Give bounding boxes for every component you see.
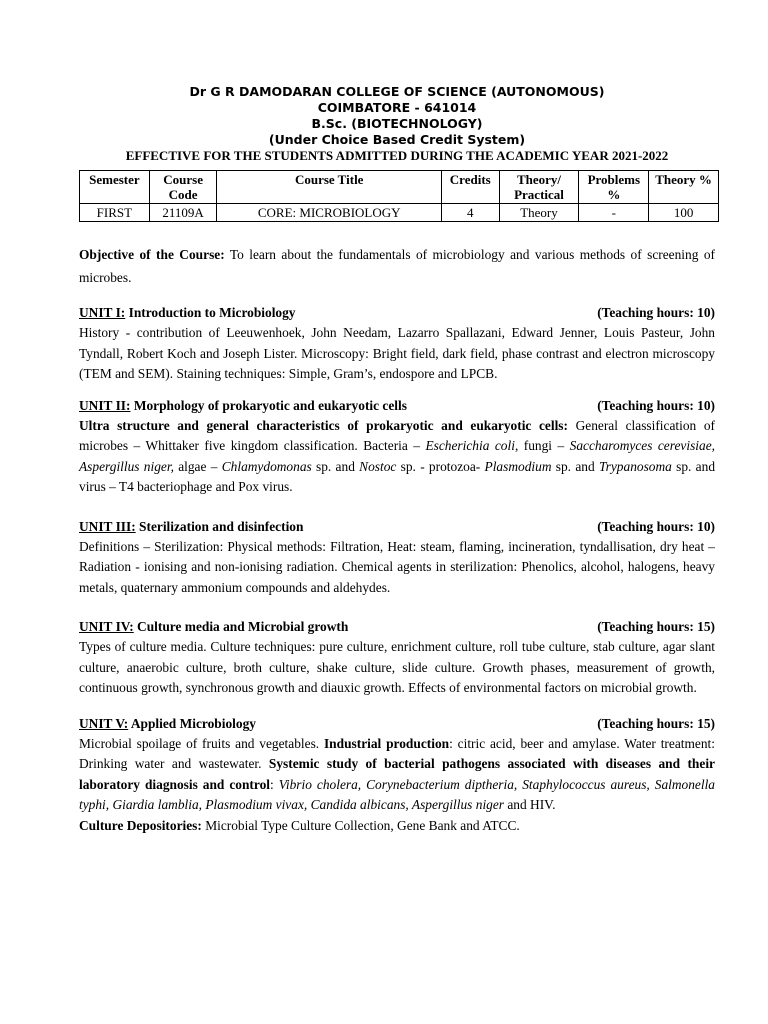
unit-2-text-4: sp. and (311, 458, 360, 474)
course-table (79, 170, 719, 222)
unit-1-title: Introduction to Microbiology (125, 305, 296, 320)
cell-course-title: CORE: MICROBIOLOGY (217, 204, 441, 222)
unit-5-text-4: and HIV. (504, 797, 556, 812)
cell-course-code: 21109A (149, 204, 217, 222)
unit-1-heading (79, 303, 715, 323)
syllabus-page (79, 84, 715, 836)
unit-5-prefix: UNIT V: (79, 715, 129, 731)
unit-5-depositories: Microbial Type Culture Collection, Gene Bank and ATCC. (201, 817, 520, 833)
unit-2-text-3: algae – (173, 458, 222, 474)
header-course-code: Course Code (149, 171, 217, 204)
unit-3-heading (79, 517, 715, 537)
unit-3-prefix: UNIT III: (79, 518, 136, 534)
table-row (80, 204, 719, 222)
unit-2-hours: (Teaching hours: 10) (597, 397, 715, 413)
unit-1-hours: (Teaching hours: 10) (597, 305, 715, 320)
unit-5-title: Applied Microbiology (128, 715, 256, 731)
unit-4-body: Types of culture media. Culture techniques: pure culture, enrichment culture, roll tube culture, stab culture, agar slant culture, anaerobic culture, broth culture, shake culture, slide culture. Growth phases, measurement of growth, continuous growth, synchronous growth and diauxic growth. Effects of environmental factors on microbial growth. (79, 639, 715, 695)
unit-2-text-2: , fungi – (514, 438, 570, 453)
objective-text: To learn about the fundamentals of microbiology and various methods of screening of microbes. (79, 247, 715, 285)
college-city: COIMBATORE - 641014 (317, 100, 477, 115)
unit-5-body (79, 734, 715, 837)
unit-2-text-7: sp. and virus – T4 bacteriophage and Pox virus. (79, 458, 716, 494)
unit-4-heading (79, 617, 715, 637)
header-theory-practical: Theory/ Practical (499, 171, 579, 204)
unit-2-trypanosoma: Trypanosoma (598, 458, 672, 474)
unit-2-text-1: General classification of microbes – Whittaker five kingdom classification. Bacteria – (79, 417, 715, 453)
college-name: Dr G R DAMODARAN COLLEGE OF SCIENCE (AUTONOMOUS) (189, 84, 605, 99)
header-problems: Problems % (579, 171, 649, 204)
unit-5-text-1: Microbial spoilage of fruits and vegetables. (79, 735, 324, 751)
unit-5-hours: (Teaching hours: 15) (597, 715, 715, 731)
cell-theory-percent: 100 (649, 204, 719, 222)
unit-2-prefix: UNIT II: (79, 397, 131, 413)
unit-2-text-6: sp. and (551, 458, 599, 474)
unit-2-nostoc: Nostoc (359, 458, 397, 474)
course-objective (79, 243, 715, 289)
unit-5-industrial: Industrial production (323, 735, 450, 751)
program-name: B.Sc. (BIOTECHNOLOGY) (311, 116, 483, 131)
unit-2-body (79, 416, 715, 498)
cell-credits: 4 (441, 204, 499, 222)
unit-1-body: History - contribution of Leeuwenhoek, John Needam, Lazarro Spallazani, Edward Jenner, Louis Pasteur, John Tyndall, Robert Koch and Joseph Lister. Microscopy: Bright field, dark field, phase contrast and electron microscopy (TEM and SEM). Staining techniques: Simple, Gram’s, endospore and LPCB. (79, 325, 715, 381)
unit-2-ecoli: Escherichia coli (425, 438, 515, 453)
header-credits: Credits (441, 171, 499, 204)
unit-1-prefix: UNIT I: (79, 305, 126, 320)
unit-2-chlamydomonas: Chlamydomonas (221, 458, 312, 474)
unit-4-hours: (Teaching hours: 15) (597, 619, 715, 634)
unit-5-pathogens: Vibrio cholera, Corynebacterium diptheria, Staphylococcus aureus, Salmonella typhi, Giardia lamblia, Plasmodium vivax, Candida albicans, Aspergillus niger (79, 776, 715, 812)
unit-5-text-3: : (270, 776, 279, 792)
unit-5-depositories-label: Culture Depositories: (79, 817, 202, 833)
unit-2-heading (79, 396, 715, 416)
unit-4-prefix: UNIT IV: (79, 619, 134, 634)
unit-3-body: Definitions – Sterilization: Physical methods: Filtration, Heat: steam, flaming, incineration, tyndallisation, dry heat – Radiation - ionising and non-ionising radiation. Chemical agents in sterilization: Phenolics, alcohol, halogens, heavy metals, quaternary ammonium compounds and aldehydes. (79, 538, 715, 595)
header-semester: Semester (80, 171, 150, 204)
effective-year: EFFECTIVE FOR THE STUDENTS ADMITTED DURING THE ACADEMIC YEAR 2021-2022 (125, 148, 669, 163)
unit-5-text-2: : citric acid, beer and amylase. Water treatment: Drinking water and wastewater. (79, 735, 715, 771)
unit-2-text-5: sp. - protozoa- (396, 458, 485, 474)
objective-label: Objective of the Course: (79, 247, 225, 262)
unit-2-bold-lead: Ultra structure and general characteristics of prokaryotic and eukaryotic cells: (79, 417, 568, 433)
unit-4-title: Culture media and Microbial growth (133, 619, 349, 634)
unit-3-title: Sterilization and disinfection (135, 518, 304, 534)
credit-system: (Under Choice Based Credit System) (268, 132, 526, 147)
cell-semester: FIRST (80, 204, 150, 222)
unit-3-hours: (Teaching hours: 10) (597, 518, 715, 534)
header-course-title: Course Title (217, 171, 441, 204)
course-table-header (80, 171, 719, 204)
unit-5-systemic: Systemic study of bacterial pathogens associated with diseases and their laboratory diagnosis and control (79, 756, 715, 792)
cell-theory-practical: Theory (499, 204, 579, 222)
unit-2-fungi: Saccharomyces cerevisiae, Aspergillus niger, (79, 438, 715, 474)
unit-5-heading (79, 714, 715, 734)
unit-2-title: Morphology of prokaryotic and eukaryotic cells (130, 397, 407, 413)
cell-problems: - (579, 204, 649, 222)
header-theory-percent: Theory % (649, 171, 719, 204)
unit-2-plasmodium: Plasmodium (484, 458, 552, 474)
